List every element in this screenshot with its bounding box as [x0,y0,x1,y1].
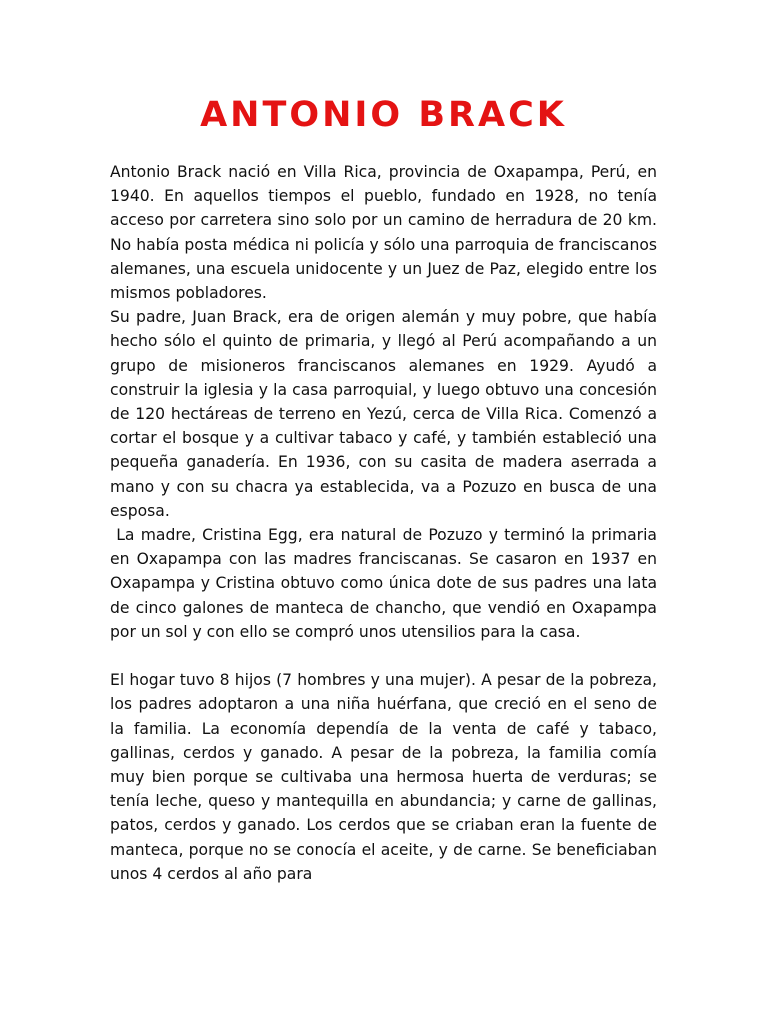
document-title: ANTONIO BRACK [200,95,567,135]
paragraph-birth: Antonio Brack nació en Villa Rica, provincia de Oxapampa, Perú, en 1940. En aquellos tiempos el pueblo, fundado en 1928, no tenía acceso por carretera sino solo por un camino de herradura de 20 km. No había posta médica ni policía y sólo una parroquia de franciscanos alemanes, una escuela unidocente y un Juez de Paz, elegido entre los mismos pobladores. [110,163,662,303]
paragraph-father: Su padre, Juan Brack, era de origen alemán y muy pobre, que había hecho sólo el quinto de primaria, y llegó al Perú acompañando a un grupo de misioneros franciscanos alemanes en 1929. Ayudó a construir la iglesia y la casa parroquial, y luego obtuvo una concesión de 120 hectáreas de terreno en Yezú, cerca de Villa Rica. Comenzó a cortar el bosque y a cultivar tabaco y café, y también estableció una pequeña ganadería. En 1936, con su casita de madera aserrada a mano y con su chacra ya establecida, va a Pozuzo en busca de una esposa. [110,308,662,520]
paragraph-spacer [110,644,657,668]
paragraph-mother: La madre, Cristina Egg, era natural de Pozuzo y terminó la primaria en Oxapampa con las madres franciscanas. Se casaron en 1937 en Oxapampa y Cristina obtuvo como única dote de sus padres una lata de cinco galones de manteca de chancho, que vendió en Oxapampa por un sol y con ello se compró unos utensilios para la casa. [110,526,662,641]
paragraph-household: El hogar tuvo 8 hijos (7 hombres y una mujer). A pesar de la pobreza, los padres adoptaron a una niña huérfana, que creció en el seno de la familia. La economía dependía de la venta de café y tabaco, gallinas, cerdos y ganado. A pesar de la pobreza, la familia comía muy bien porque se cultivaba una hermosa huerta de verduras; se tenía leche, queso y mantequilla en abundancia; y carne de gallinas, patos, cerdos y ganado. Los cerdos que se criaban eran la fuente de manteca, porque no se conocía el aceite, y de carne. Se beneficiaban unos 4 cerdos al año para [110,671,662,883]
document-page [110,0,662,1024]
